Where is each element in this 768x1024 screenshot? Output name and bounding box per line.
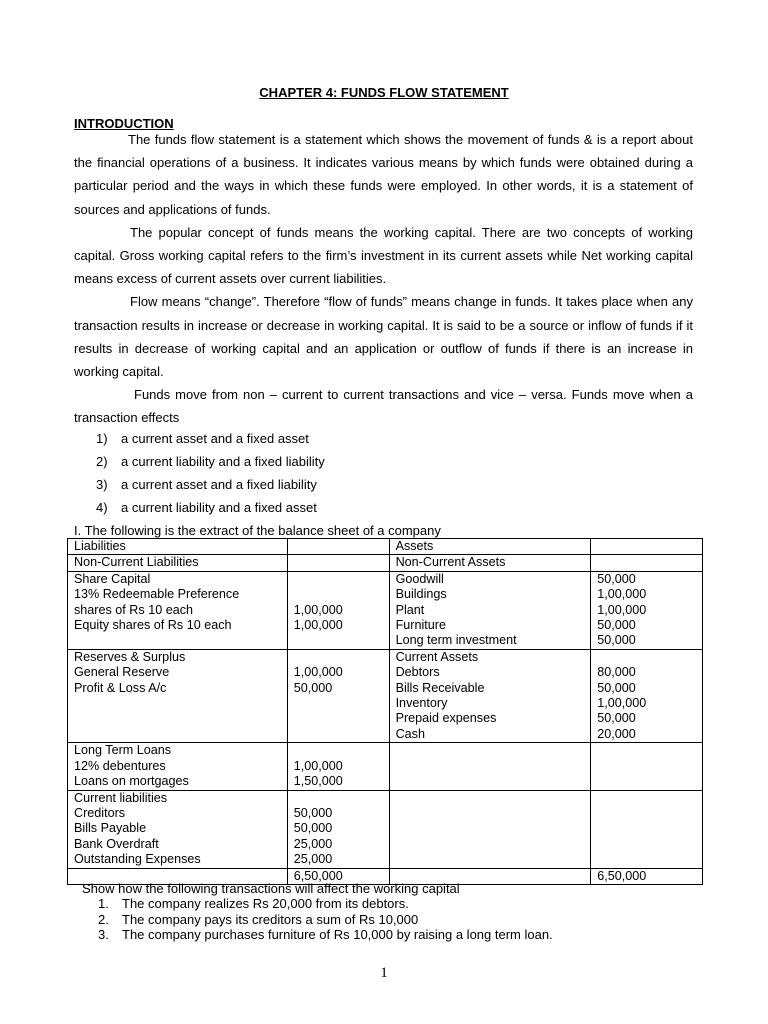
paragraph-2: The popular concept of funds means the working capital. There are two concepts of working capital. Gross working capital refers to the firm’s investment in its current assets while Net working capital means excess of current assets over current liabilities.: [74, 224, 693, 287]
list-item: [74, 427, 325, 450]
list-number: 1): [96, 431, 108, 446]
total-liabilities: 6,50,000: [287, 868, 389, 884]
list-text: a current liability and a fixed asset: [121, 500, 317, 515]
row-label: shares of Rs 10 each: [74, 602, 194, 617]
table-cell: [389, 790, 591, 868]
table-row: [68, 571, 703, 649]
share-capital-labels: [68, 571, 288, 649]
list-text: The company realizes Rs 20,000 from its debtors.: [122, 896, 409, 911]
row-value: 1,00,000: [293, 665, 343, 680]
current-liability-values: [287, 790, 389, 868]
row-value: [294, 650, 389, 665]
row-label: Current liabilities: [74, 790, 168, 805]
list-text: a current asset and a fixed asset: [121, 431, 309, 446]
table-cell: [591, 743, 703, 790]
balance-sheet-heading: I. The following is the extract of the balance sheet of a company: [74, 523, 441, 538]
table-cell: [287, 555, 389, 571]
row-value: 1,00,000: [597, 696, 647, 711]
chapter-title: CHAPTER 4: FUNDS FLOW STATEMENT: [259, 85, 509, 100]
row-label: Goodwill: [395, 571, 444, 586]
row-value: 1,50,000: [293, 774, 343, 789]
row-value: 25,000: [293, 852, 333, 867]
row-value: [294, 743, 389, 758]
row-label: General Reserve: [74, 665, 170, 680]
row-value: 20,000: [597, 726, 636, 741]
current-liability-labels: [68, 790, 288, 868]
reserves-values: [287, 649, 389, 742]
row-label: Long Term Loans: [74, 743, 172, 758]
row-value: [294, 791, 389, 806]
row-label: Bills Receivable: [395, 680, 485, 695]
row-label: Loans on mortgages: [74, 774, 189, 789]
row-value: 1,00,000: [293, 602, 343, 617]
list-item: [74, 496, 325, 519]
introduction-heading: INTRODUCTION: [74, 116, 174, 131]
paragraph-1: The funds flow statement is a statement which shows the movement of funds & is a report about the financial operations of a business. It indicates various means by which funds were obtained during a particular period and the ways in which these funds were employed. In other words, it is a statement of sources and applications of funds.: [74, 132, 693, 217]
table-row: [68, 649, 703, 742]
row-value: 1,00,000: [597, 587, 647, 602]
long-term-loan-values: [287, 743, 389, 790]
noncurrent-asset-values: [591, 571, 703, 649]
row-label: Share Capital: [74, 571, 151, 586]
row-value: [294, 572, 389, 587]
noncurrent-liabilities-label: Non-Current Liabilities: [68, 555, 288, 571]
transactions-heading: Show how the following transactions will affect the working capital: [82, 881, 460, 896]
row-value: 50,000: [293, 821, 333, 836]
list-item: [74, 473, 325, 496]
row-value: 1,00,000: [293, 618, 343, 633]
table-cell: [591, 539, 703, 555]
row-label: Furniture: [395, 618, 446, 633]
balance-sheet-table: [67, 538, 703, 885]
row-label: Buildings: [395, 587, 447, 602]
list-number: 3.: [98, 927, 109, 942]
list-text: a current liability and a fixed liability: [121, 454, 325, 469]
row-value: [294, 587, 389, 602]
row-value: 1,00,000: [597, 602, 647, 617]
table-cell: [591, 555, 703, 571]
row-value: 50,000: [293, 805, 333, 820]
row-label: Current Assets: [395, 649, 479, 664]
paragraph-3: Flow means “change”. Therefore “flow of funds” means change in funds. It takes place when any transaction results in increase or decrease in working capital. It is said to be a source or inflow of funds if it results in decrease of working capital and an application or outflow of funds if there is an increase in working capital.: [74, 294, 693, 380]
row-value: 50,000: [597, 633, 636, 648]
row-value: 25,000: [293, 836, 333, 851]
row-value: 80,000: [597, 665, 636, 680]
share-capital-values: [287, 571, 389, 649]
list-text: The company pays its creditors a sum of Rs 10,000: [122, 911, 419, 927]
row-label: Cash: [395, 726, 425, 741]
row-value: 1,00,000: [293, 758, 343, 773]
row-label: 12% debentures: [74, 758, 166, 773]
noncurrent-assets-label: Non-Current Assets: [389, 555, 591, 571]
current-asset-labels: [389, 649, 591, 742]
introduction-body: [74, 128, 693, 430]
long-term-loan-labels: [68, 743, 288, 790]
table-row: [68, 790, 703, 868]
fund-moves-list: [74, 427, 325, 519]
table-row: [68, 539, 703, 555]
row-label: Inventory: [395, 696, 448, 711]
table-row: [68, 555, 703, 571]
list-item: [98, 896, 553, 912]
paragraph-4: Funds move from non – current to current transactions and vice – versa. Funds move when a transaction effects: [74, 387, 693, 426]
row-value: 50,000: [597, 680, 636, 695]
row-label: Reserves & Surplus: [74, 649, 186, 664]
list-number: 2): [96, 454, 108, 469]
row-value: 50,000: [293, 680, 333, 695]
list-item: [98, 927, 553, 943]
row-label: Creditors: [74, 805, 126, 820]
row-value: 50,000: [597, 618, 636, 633]
reserves-labels: [68, 649, 288, 742]
row-label: Debtors: [395, 665, 440, 680]
list-item: [98, 912, 553, 928]
row-label: Bills Payable: [74, 821, 147, 836]
row-value: 50,000: [597, 711, 636, 726]
row-label: Bank Overdraft: [74, 836, 159, 851]
row-label: Long term investment: [395, 633, 517, 648]
list-text: The company purchases furniture of Rs 10,000 by raising a long term loan.: [122, 927, 553, 942]
total-assets: 6,50,000: [591, 868, 703, 884]
table-cell: [287, 539, 389, 555]
list-number: 3): [96, 477, 108, 492]
page-number: 1: [380, 965, 388, 981]
table-cell: [389, 743, 591, 790]
row-label: Profit & Loss A/c: [74, 680, 167, 695]
row-label: 13% Redeemable Preference: [74, 587, 240, 602]
assets-header: Assets: [389, 539, 591, 555]
list-number: 4): [96, 500, 108, 515]
row-label: Equity shares of Rs 10 each: [74, 618, 232, 633]
current-asset-values: [591, 649, 703, 742]
list-text: a current asset and a fixed liability: [121, 477, 317, 492]
table-cell: [591, 790, 703, 868]
row-label: Plant: [395, 602, 425, 617]
row-value: 50,000: [597, 571, 636, 586]
row-label: Outstanding Expenses: [74, 852, 201, 867]
list-item: [74, 450, 325, 473]
row-label: Prepaid expenses: [395, 711, 497, 726]
row-value: [597, 650, 702, 665]
noncurrent-asset-labels: [389, 571, 591, 649]
list-number: 1.: [98, 896, 109, 911]
liabilities-header: Liabilities: [68, 539, 288, 555]
list-number: 2.: [98, 911, 109, 927]
table-row: [68, 743, 703, 790]
transactions-list: [98, 896, 553, 943]
